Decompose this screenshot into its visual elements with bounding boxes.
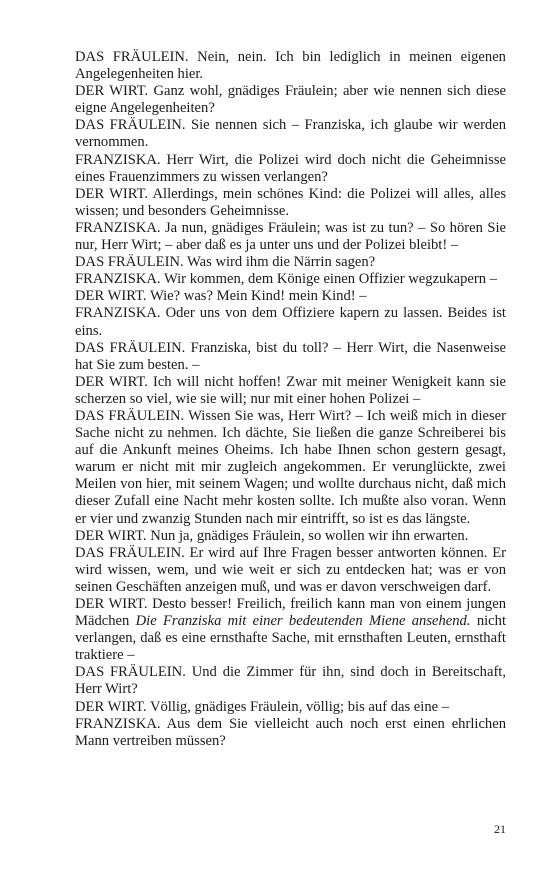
speaker-name: DER WIRT. [75, 83, 149, 100]
dialogue-line-14 [75, 528, 506, 545]
page-number: 21 [494, 822, 506, 836]
page-text-block [75, 49, 506, 750]
dialogue-line-12 [75, 374, 506, 408]
speaker-name: DAS FRÄULEIN. [75, 664, 186, 681]
speaker-name: DAS FRÄULEIN. [75, 254, 184, 271]
dialogue-text: Ich will nicht hoffen! Zwar mit meiner Wenigkeit kann sie scherzen so viel, wie sie will; nur mit einer hohen Polizei – [75, 373, 507, 407]
dialogue-text: Oder uns von dem Offiziere kapern zu lassen. Beides ist eins. [75, 305, 506, 339]
speaker-name: FRANZISKA. [75, 219, 161, 236]
dialogue-text: Nun ja, gnädiges Fräulein, so wollen wir ihn erwarten. [150, 527, 469, 544]
speaker-name: DAS FRÄULEIN. [75, 49, 189, 65]
dialogue-line-7 [75, 254, 506, 271]
dialogue-text: Völlig, gnädiges Fräulein, völlig; bis auf das eine – [149, 698, 450, 715]
dialogue-text: Wissen Sie was, Herr Wirt? – Ich weiß mich in dieser Sache nicht zu nehmen. Ich dächte, Sie ließen die ganze Schreiberei bis auf die Ankunft meines Oheims. Ich habe Ihnen schon gestern gesagt, warum er nicht mit mir zugleich angekommen. Er verunglückte, zwei Meilen von hier, mit seinem Wagen; und wollte durchaus nicht, daß mich dieser Zufall eine Nacht mehr kosten sollte. Ich mußte also voran. Wenn er vier und zwanzig Stunden nach mir eintrifft, so ist es das längste. [75, 407, 507, 527]
speaker-name: DAS FRÄULEIN. [75, 339, 186, 356]
dialogue-line-10 [75, 305, 506, 339]
dialogue-line-18 [75, 699, 506, 716]
dialogue-text: Und die Zimmer für ihn, sind doch in Bereitschaft, Herr Wirt? [75, 664, 507, 698]
dialogue-text: Aus dem Sie vielleicht auch noch erst einen ehrlichen Mann vertreiben müssen? [75, 715, 506, 749]
dialogue-line-9 [75, 288, 506, 305]
dialogue-text: Wir kommen, dem Könige einen Offizier wegzukapern – [163, 271, 497, 288]
dialogue-text: Desto besser! Freilich, freilich kann man von einem jungen Mädchen [75, 596, 506, 630]
dialogue-line-16 [75, 596, 506, 664]
speaker-name: FRANZISKA. [75, 151, 161, 168]
dialogue-line-4 [75, 152, 506, 186]
dialogue-text: Wie? was? Mein Kind! mein Kind! – [149, 288, 367, 305]
speaker-name: DAS FRÄULEIN. [75, 544, 185, 561]
speaker-name: DER WIRT. [75, 527, 147, 544]
dialogue-text: Was wird ihm die Närrin sagen? [187, 254, 376, 271]
speaker-name: FRANZISKA. [75, 305, 161, 322]
speaker-name: DAS FRÄULEIN. [75, 407, 185, 424]
speaker-name: DER WIRT. [75, 596, 148, 612]
dialogue-line-2 [75, 83, 506, 117]
dialogue-line-6 [75, 220, 506, 254]
dialogue-line-17 [75, 664, 506, 698]
dialogue-line-5 [75, 186, 506, 220]
dialogue-line-19 [75, 716, 506, 750]
dialogue-text: Er wird auf Ihre Fragen besser antworten können. Er wird wissen, wem, und wie weit er sich zu entdecken hat; was er von seinen Geschäften anzeigen muß, und was er davon verschweigen darf. [75, 544, 506, 595]
dialogue-text: Herr Wirt, die Polizei wird doch nicht die Geheimnisse eines Frauenzimmers zu wissen verlangen? [75, 151, 506, 185]
speaker-name: FRANZISKA. [75, 715, 161, 732]
speaker-name: DER WIRT. [75, 288, 147, 305]
dialogue-line-13 [75, 408, 506, 528]
dialogue-text: Ja nun, gnädiges Fräulein; was ist zu tun? – So hören Sie nur, Herr Wirt; – aber daß es ja unter uns und der Polizei bleibt! – [75, 219, 506, 254]
dialogue-line-11 [75, 340, 506, 374]
dialogue-text-continued: nicht verlangen, daß es eine ernsthafte Sache, mit ernsthaften Leuten, ernsthaft traktiere – [75, 613, 506, 664]
speaker-name: DER WIRT. [75, 373, 148, 390]
dialogue-text: Nein, nein. Ich bin lediglich in meinen eigenen Angelegenheiten hier. [75, 49, 506, 83]
dialogue-text: Allerdings, mein schönes Kind: die Polizei will alles, alles wissen; und besonders Geheimnisse. [75, 185, 507, 219]
dialogue-text: Sie nennen sich – Franziska, ich glaube wir werden vernommen. [75, 117, 506, 151]
speaker-name: DER WIRT. [75, 185, 149, 202]
stage-direction: Die Franziska mit einer bedeutenden Miene ansehend. [135, 613, 471, 630]
speaker-name: DER WIRT. [75, 698, 147, 715]
speaker-name: FRANZISKA. [75, 271, 161, 288]
dialogue-text: Franziska, bist du toll? – Herr Wirt, die Nasenweise hat Sie zum besten. – [75, 339, 506, 373]
speaker-name: DAS FRÄULEIN. [75, 117, 186, 134]
dialogue-line-3 [75, 117, 506, 151]
dialogue-line-15 [75, 545, 506, 596]
dialogue-line-8 [75, 271, 506, 288]
dialogue-line-1 [75, 49, 506, 83]
dialogue-text: Ganz wohl, gnädiges Fräulein; aber wie nennen sich diese eigne Angelegenheiten? [75, 83, 506, 117]
